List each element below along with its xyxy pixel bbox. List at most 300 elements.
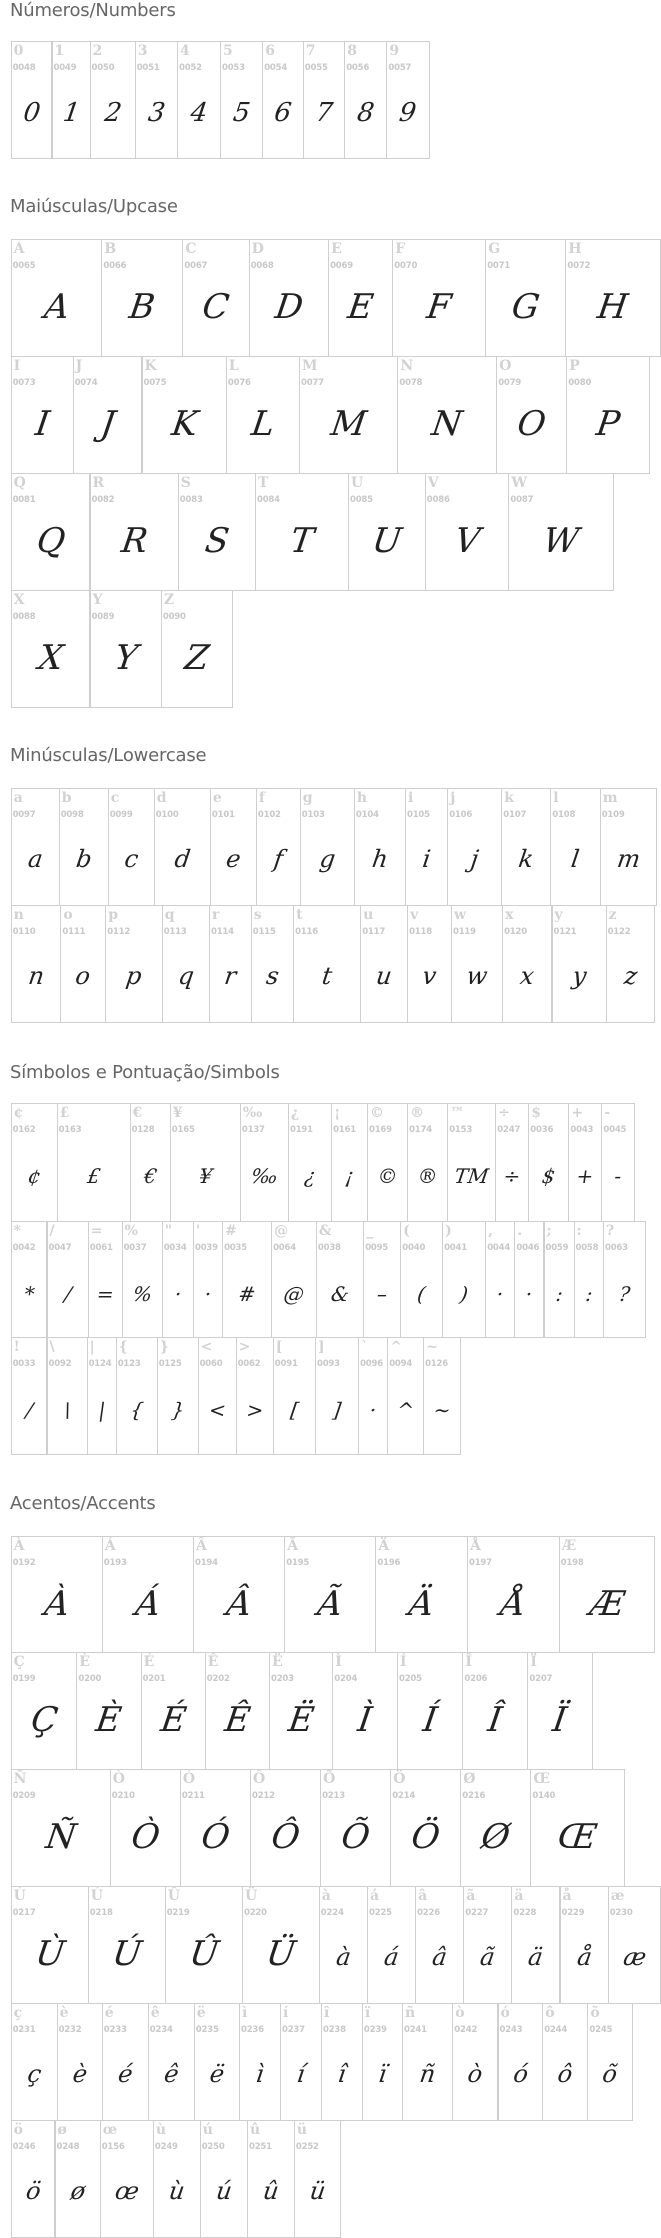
char-label: ) <box>445 1223 452 1239</box>
char-code: 0063 <box>605 1243 628 1253</box>
char-label: S <box>180 475 191 491</box>
char-code: 0123 <box>117 1359 141 1369</box>
char-code: 0117 <box>362 927 386 937</box>
char-label: ö <box>13 2122 23 2138</box>
glyph-cell-0220 <box>242 1886 320 2004</box>
char-code: 0109 <box>601 810 625 820</box>
glyph-preview: r <box>222 962 239 990</box>
glyph-preview: Z <box>182 638 212 678</box>
glyph-cell-0087 <box>508 473 614 591</box>
char-code: 0228 <box>513 1908 537 1918</box>
glyph-preview: Ò <box>128 1817 163 1857</box>
glyph-cell-0202 <box>205 1652 270 1770</box>
char-code: 0035 <box>224 1243 247 1253</box>
char-label: | <box>89 1339 95 1355</box>
char-code: 0162 <box>12 1125 36 1135</box>
char-label: 9 <box>389 43 400 59</box>
char-label: " <box>164 1223 172 1239</box>
glyph-cell-0213 <box>320 1769 391 1887</box>
char-code: 0078 <box>399 378 423 388</box>
glyph-cell-0248 <box>55 2120 101 2238</box>
char-label: à <box>321 1888 331 1904</box>
char-code: 0073 <box>12 378 36 388</box>
glyph-preview: N <box>429 404 465 444</box>
glyph-preview: 9 <box>397 98 419 128</box>
char-code: 0099 <box>109 810 133 820</box>
glyph-preview: l <box>569 845 582 873</box>
char-code: 0193 <box>103 1558 127 1568</box>
char-code: 0204 <box>334 1674 358 1684</box>
glyph-cell-0071 <box>485 239 566 357</box>
glyph-preview: m <box>615 845 642 873</box>
char-code: 0056 <box>346 63 370 73</box>
glyph-preview: Ó <box>198 1817 233 1857</box>
glyph-preview: c <box>122 845 140 873</box>
char-label: ê <box>150 2005 160 2021</box>
glyph-cell-0212 <box>250 1769 321 1887</box>
glyph-preview: ú <box>214 2177 234 2205</box>
glyph-preview: ? <box>617 1282 632 1306</box>
char-label: ë <box>196 2005 206 2021</box>
glyph-preview: 3 <box>145 98 167 128</box>
char-label: o <box>63 907 73 923</box>
glyph-cell-0065 <box>11 239 103 357</box>
char-label: V <box>427 475 439 491</box>
glyph-preview: 1 <box>60 98 82 128</box>
glyph-cell-0197 <box>467 1536 560 1653</box>
glyph-cell-0102 <box>256 788 301 906</box>
char-label: ' <box>196 1223 201 1239</box>
char-code: 0118 <box>409 927 432 937</box>
char-label: õ <box>590 2005 600 2021</box>
glyph-preview: Ê <box>222 1700 253 1740</box>
glyph-preview: ó <box>511 2060 530 2088</box>
glyph-cell-0038 <box>316 1221 364 1338</box>
glyph-cell-0193 <box>102 1536 194 1653</box>
char-code: 0067 <box>184 261 208 271</box>
glyph-cell-0217 <box>11 1886 89 2004</box>
glyph-cell-0234 <box>148 2003 195 2121</box>
glyph-cell-0241 <box>402 2003 453 2121</box>
glyph-preview: g <box>317 845 337 873</box>
section-title-lowercase: Minúsculas/Lowercase <box>10 745 207 766</box>
glyph-cell-0198 <box>559 1536 655 1653</box>
char-label: ? <box>606 1223 615 1239</box>
glyph-cell-0156 <box>100 2120 154 2238</box>
char-label: v <box>410 907 419 923</box>
char-code: 0102 <box>257 810 281 820</box>
glyph-preview: F <box>424 287 454 327</box>
glyph-cell-0211 <box>180 1769 251 1887</box>
glyph-cell-0114 <box>209 905 252 1023</box>
char-code: 0247 <box>497 1125 521 1135</box>
glyph-cell-0066 <box>101 239 183 357</box>
char-label: Õ <box>323 1771 336 1787</box>
glyph-preview: p <box>124 962 144 990</box>
glyph-cell-0054 <box>262 41 304 159</box>
char-label: K <box>144 358 157 374</box>
char-label: N <box>400 358 414 374</box>
glyph-preview: © <box>375 1164 400 1188</box>
glyph-cell-0128 <box>130 1103 171 1222</box>
char-label: æ <box>610 1888 625 1904</box>
glyph-preview: d <box>172 845 192 873</box>
char-label: î <box>324 2005 330 2021</box>
char-label: 3 <box>137 43 148 59</box>
glyph-preview: K <box>168 404 200 444</box>
glyph-cell-0200 <box>76 1652 141 1770</box>
char-label: Ø <box>463 1771 476 1787</box>
char-code: 0100 <box>155 810 179 820</box>
char-code: 0069 <box>330 261 353 271</box>
glyph-preview: Õ <box>338 1817 373 1857</box>
char-code: 0083 <box>179 495 203 505</box>
char-code: 0101 <box>211 810 235 820</box>
char-label: ï <box>364 2005 371 2021</box>
glyph-preview: î <box>336 2060 348 2088</box>
glyph-preview: 6 <box>272 98 294 128</box>
char-label: r <box>212 907 220 923</box>
glyph-cell-0036 <box>528 1103 569 1222</box>
glyph-cell-0068 <box>249 239 329 357</box>
glyph-cell-0250 <box>200 2120 248 2238</box>
char-label: ^ <box>390 1339 402 1355</box>
glyph-preview: Ø <box>479 1817 513 1857</box>
glyph-cell-0052 <box>177 41 221 159</box>
glyph-cell-0078 <box>397 356 497 474</box>
char-label: : <box>576 1223 582 1239</box>
char-code: 0224 <box>320 1908 344 1918</box>
char-label: ‰ <box>242 1105 263 1121</box>
char-label: ä <box>514 1888 524 1904</box>
section-title-symbols: Símbolos e Pontuação/Simbols <box>10 1062 280 1083</box>
glyph-preview: W <box>541 521 582 561</box>
glyph-cell-0244 <box>542 2003 588 2121</box>
glyph-cell-0084 <box>255 473 349 591</box>
glyph-preview: 2 <box>102 98 123 128</box>
char-code: 0047 <box>48 1243 72 1253</box>
glyph-cell-0104 <box>354 788 406 906</box>
char-label: ™ <box>450 1105 465 1121</box>
glyph-preview: ] <box>331 1398 343 1422</box>
glyph-preview: + <box>575 1164 596 1188</box>
char-label: l <box>553 790 559 806</box>
glyph-preview: â <box>430 1943 449 1971</box>
glyph-cell-0199 <box>11 1652 78 1770</box>
glyph-cell-0072 <box>565 239 660 357</box>
glyph-preview: ä <box>526 1943 546 1971</box>
char-code: 0048 <box>12 63 36 73</box>
glyph-cell-0225 <box>367 1886 416 2004</box>
char-label: ® <box>410 1105 425 1121</box>
char-label: , <box>488 1223 494 1239</box>
char-label: Y <box>92 592 103 608</box>
char-code: 0191 <box>290 1125 313 1135</box>
glyph-cell-0191 <box>288 1103 332 1222</box>
char-code: 0244 <box>544 2025 568 2035</box>
glyph-preview: } <box>169 1398 186 1422</box>
glyph-cell-0245 <box>587 2003 633 2121</box>
char-code: 0214 <box>392 1791 416 1801</box>
char-code: 0213 <box>322 1791 345 1801</box>
char-code: 0156 <box>101 2142 125 2152</box>
glyph-cell-0205 <box>397 1652 463 1770</box>
glyph-preview: P <box>594 404 623 444</box>
char-label: z <box>608 907 617 923</box>
char-code: 0072 <box>567 261 591 271</box>
glyph-preview: Ä <box>406 1584 437 1624</box>
char-code: 0119 <box>453 927 476 937</box>
glyph-cell-0048 <box>11 41 53 159</box>
glyph-preview: v <box>420 962 439 990</box>
glyph-preview: o <box>74 962 93 990</box>
glyph-preview: á <box>382 1943 401 1971</box>
glyph-preview: Î <box>485 1700 505 1740</box>
glyph-preview: Ï <box>550 1700 570 1740</box>
char-code: 0074 <box>74 378 98 388</box>
char-label: Ã <box>287 1538 299 1554</box>
glyph-preview: ¿ <box>302 1164 318 1188</box>
char-code: 0098 <box>60 810 84 820</box>
glyph-cell-0195 <box>284 1536 376 1653</box>
glyph-cell-0235 <box>194 2003 240 2121</box>
glyph-cell-0218 <box>88 1886 166 2004</box>
char-code: 0068 <box>250 261 274 271</box>
glyph-cell-0247 <box>495 1103 529 1222</box>
char-code: 0085 <box>350 495 373 505</box>
char-label: ÷ <box>498 1105 511 1121</box>
char-label: L <box>228 358 239 374</box>
char-label: û <box>250 2122 261 2138</box>
glyph-preview: D <box>272 287 306 327</box>
glyph-cell-0064 <box>271 1221 317 1338</box>
glyph-cell-0049 <box>52 41 91 159</box>
char-code: 0066 <box>103 261 127 271</box>
char-label: ò <box>455 2005 465 2021</box>
glyph-preview: Ç <box>28 1700 60 1740</box>
char-label: Ö <box>393 1771 406 1787</box>
glyph-cell-0117 <box>360 905 408 1023</box>
glyph-cell-0060 <box>198 1337 237 1455</box>
glyph-preview: Ô <box>268 1817 303 1857</box>
char-label: # <box>225 1223 237 1239</box>
glyph-preview: Q <box>33 521 68 561</box>
glyph-cell-0226 <box>415 1886 464 2004</box>
char-code: 0235 <box>195 2025 219 2035</box>
glyph-cell-0214 <box>390 1769 461 1887</box>
char-code: 0050 <box>91 63 115 73</box>
char-code: 0082 <box>91 495 115 505</box>
char-label: 5 <box>223 43 233 59</box>
glyph-preview: · <box>368 1398 378 1422</box>
char-code: 0110 <box>12 927 36 937</box>
glyph-preview: y <box>570 962 588 990</box>
glyph-preview: A <box>41 287 72 327</box>
glyph-cell-0237 <box>280 2003 322 2121</box>
char-code: 0201 <box>142 1674 166 1684</box>
glyph-preview: a <box>26 845 45 873</box>
glyph-preview: t <box>320 962 334 990</box>
char-code: 0233 <box>103 2025 127 2035</box>
glyph-cell-0076 <box>226 356 300 474</box>
char-code: 0246 <box>12 2142 36 2152</box>
glyph-preview: & <box>329 1282 351 1306</box>
char-label: ` <box>361 1339 369 1355</box>
glyph-preview: z <box>622 962 639 990</box>
char-label: £ <box>59 1105 70 1121</box>
glyph-preview: Ì <box>355 1700 375 1740</box>
glyph-cell-0227 <box>463 1886 512 2004</box>
glyph-preview: · <box>495 1282 506 1306</box>
char-label: j <box>450 790 456 806</box>
glyph-cell-0039 <box>193 1221 223 1338</box>
glyph-preview: w <box>464 962 490 990</box>
glyph-preview: ô <box>556 2060 575 2088</box>
glyph-preview: 8 <box>355 98 377 128</box>
glyph-preview: Ë <box>285 1700 317 1740</box>
glyph-cell-0119 <box>451 905 503 1023</box>
glyph-cell-0126 <box>423 1337 461 1455</box>
char-label: R <box>92 475 105 491</box>
glyph-preview: Y <box>111 638 140 678</box>
char-label: w <box>454 907 467 923</box>
glyph-cell-0111 <box>60 905 106 1023</box>
char-label: ú <box>202 2122 213 2138</box>
glyph-preview: - <box>613 1164 624 1188</box>
glyph-cell-0055 <box>303 41 345 159</box>
glyph-preview: k <box>517 845 536 873</box>
glyph-cell-0121 <box>552 905 607 1023</box>
char-code: 0057 <box>388 63 412 73</box>
char-label: < <box>200 1339 213 1355</box>
glyph-cell-0083 <box>178 473 256 591</box>
char-code: 0199 <box>12 1674 36 1684</box>
char-label: Å <box>470 1538 481 1554</box>
char-code: 0070 <box>394 261 418 271</box>
glyph-cell-0081 <box>11 473 91 591</box>
glyph-cell-0232 <box>57 2003 103 2121</box>
glyph-preview: TM <box>453 1164 491 1188</box>
glyph-cell-0074 <box>73 356 143 474</box>
char-code: 0229 <box>561 1908 585 1918</box>
char-code: 0128 <box>131 1125 155 1135</box>
glyph-cell-0230 <box>608 1886 661 2004</box>
glyph-cell-0053 <box>220 41 263 159</box>
char-code: 0036 <box>530 1125 554 1135</box>
glyph-preview: è <box>70 2060 89 2088</box>
char-label: Z <box>163 592 175 608</box>
glyph-preview: / <box>62 1282 73 1306</box>
glyph-cell-0124 <box>87 1337 117 1455</box>
glyph-cell-0109 <box>600 788 658 906</box>
char-label: I <box>13 358 21 374</box>
char-code: 0076 <box>227 378 251 388</box>
glyph-preview: € <box>142 1164 159 1188</box>
glyph-cell-0077 <box>299 356 398 474</box>
glyph-cell-0113 <box>162 905 210 1023</box>
glyph-preview: [ <box>288 1398 300 1422</box>
glyph-cell-0044 <box>485 1221 515 1338</box>
char-code: 0045 <box>603 1125 627 1135</box>
char-code: 0039 <box>195 1243 218 1253</box>
glyph-preview: e <box>224 845 243 873</box>
glyph-cell-0090 <box>161 590 233 708</box>
char-label: f <box>258 790 265 806</box>
char-label: H <box>568 241 582 257</box>
char-code: 0092 <box>48 1359 72 1369</box>
glyph-cell-0047 <box>47 1221 89 1338</box>
char-label: E <box>331 241 342 257</box>
char-label: [ <box>275 1339 283 1355</box>
char-code: 0071 <box>487 261 511 271</box>
char-code: 0084 <box>257 495 280 505</box>
char-code: 0080 <box>568 378 592 388</box>
glyph-preview: É <box>157 1700 189 1740</box>
glyph-preview: | <box>96 1398 107 1422</box>
char-label: * <box>13 1223 21 1239</box>
char-label: ô <box>545 2005 555 2021</box>
glyph-cell-0042 <box>11 1221 48 1338</box>
glyph-preview: u <box>374 962 394 990</box>
glyph-cell-0050 <box>90 41 136 159</box>
glyph-cell-0118 <box>407 905 452 1023</box>
glyph-preview: í <box>295 2060 307 2088</box>
char-code: 0044 <box>487 1243 511 1253</box>
char-label: å <box>562 1888 572 1904</box>
glyph-cell-0115 <box>251 905 294 1023</box>
char-label: t <box>296 907 303 923</box>
glyph-preview: T <box>287 521 317 561</box>
glyph-preview: E <box>345 287 376 327</box>
glyph-preview: ‰ <box>249 1164 280 1188</box>
char-code: 0081 <box>12 495 36 505</box>
glyph-preview: ø <box>68 2177 87 2205</box>
glyph-preview: é <box>116 2060 135 2088</box>
char-code: 0064 <box>273 1243 296 1253</box>
glyph-cell-0069 <box>328 239 393 357</box>
char-label: © <box>370 1105 384 1121</box>
char-label: ! <box>13 1339 20 1355</box>
glyph-preview: B <box>127 287 158 327</box>
char-code: 0125 <box>158 1359 182 1369</box>
glyph-preview: * <box>22 1282 36 1306</box>
char-code: 0061 <box>89 1243 113 1253</box>
glyph-preview: C <box>200 287 232 327</box>
char-label: U <box>351 475 364 491</box>
char-code: 0046 <box>516 1243 540 1253</box>
char-label: È <box>79 1654 91 1670</box>
char-label: i <box>408 790 414 806</box>
glyph-preview: X <box>35 638 66 678</box>
char-code: 0103 <box>301 810 325 820</box>
char-code: 0242 <box>454 2025 478 2035</box>
glyph-preview: S <box>202 521 232 561</box>
glyph-cell-0095 <box>363 1221 401 1338</box>
char-label: ¡ <box>334 1105 341 1121</box>
glyph-preview: Ü <box>263 1934 299 1974</box>
glyph-cell-0207 <box>527 1652 592 1770</box>
char-label: d <box>156 790 167 806</box>
glyph-cell-0161 <box>331 1103 368 1222</box>
glyph-preview: û <box>261 2177 281 2205</box>
char-code: 0161 <box>333 1125 356 1135</box>
char-label: & <box>318 1223 332 1239</box>
char-code: 0232 <box>58 2025 82 2035</box>
char-code: 0218 <box>89 1908 113 1918</box>
glyph-preview: ÷ <box>502 1164 523 1188</box>
char-label: 6 <box>265 43 275 59</box>
char-label: ù <box>155 2122 167 2138</box>
